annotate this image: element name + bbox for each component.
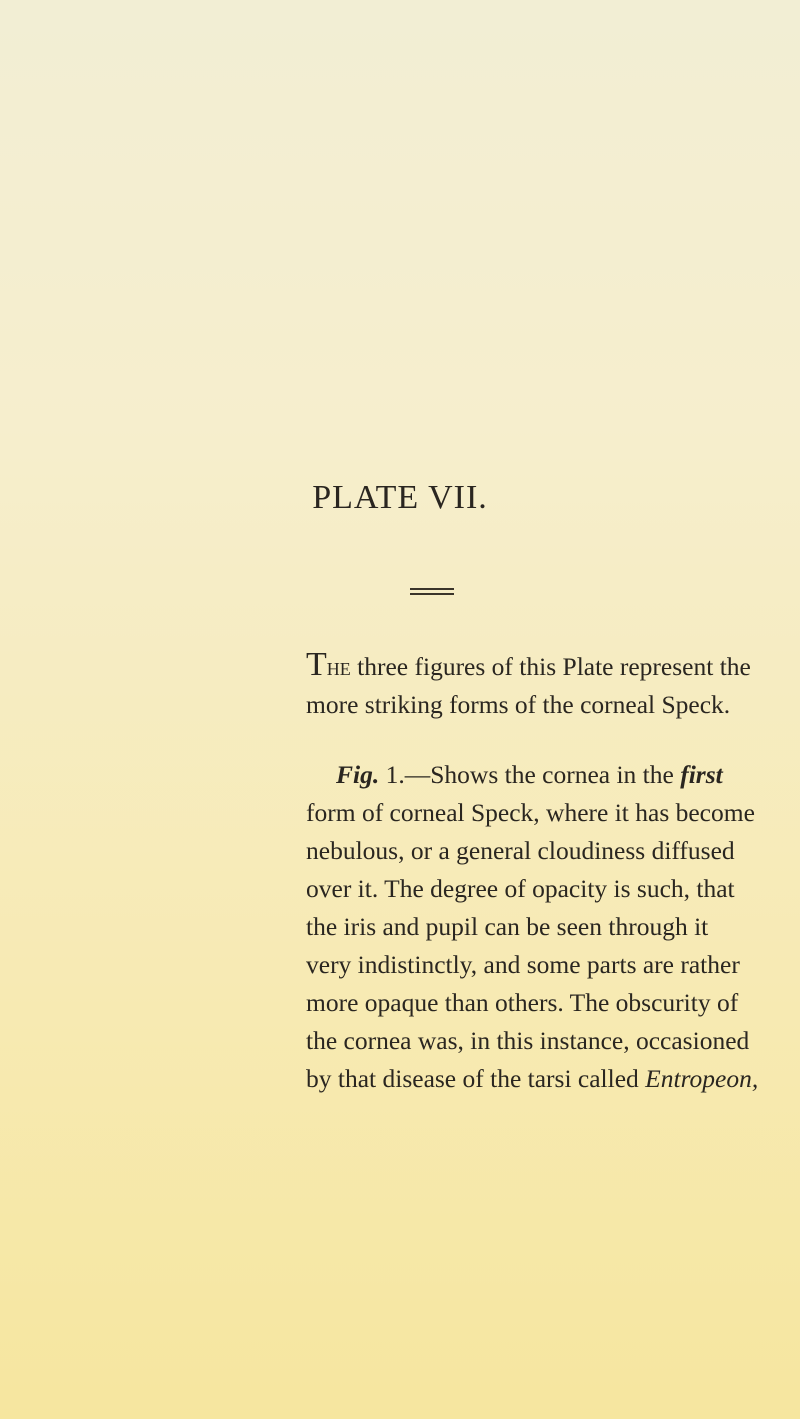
fig1-line-4: over it. The degree of opacity is such, that — [306, 874, 735, 903]
fig1-line-2: form of corneal Speck, where it has become — [306, 798, 755, 827]
fig1-line-3: nebulous, or a general cloudiness diffused — [306, 836, 735, 865]
fig1-line-6: very indistinctly, and some parts are rather — [306, 950, 740, 979]
intro-paragraph — [306, 646, 751, 724]
intro-line-1 — [306, 646, 751, 686]
fig1-line-8: the cornea was, in this instance, occasioned — [306, 1026, 750, 1055]
fig1-line-9 — [306, 1060, 759, 1098]
title-rule-bottom — [410, 593, 454, 595]
fig1-line-9-text: by that disease of the tarsi called — [306, 1064, 646, 1093]
intro-line-1-text: three figures of this Plate represent the — [350, 652, 751, 681]
fig1-emphasis-first: first — [680, 760, 723, 789]
fig1-line-1-text: 1.—Shows the cornea in the — [379, 760, 681, 789]
fig1-line-1 — [306, 756, 723, 794]
fig1-line-7: more opaque than others. The obscurity of — [306, 988, 739, 1017]
fig1-line-5: the iris and pupil can be seen through it — [306, 912, 709, 941]
intro-dropcap: T — [306, 646, 327, 683]
intro-line-2: more striking forms of the corneal Speck. — [306, 690, 731, 719]
fig1-paragraph — [306, 756, 759, 1098]
intro-smallcaps: he — [326, 652, 351, 681]
title-rule-top — [410, 588, 454, 590]
fig1-emphasis-entropeon: Entropeon, — [645, 1064, 759, 1093]
fig-label: Fig. — [336, 760, 380, 789]
plate-title: PLATE VII. — [312, 479, 488, 516]
